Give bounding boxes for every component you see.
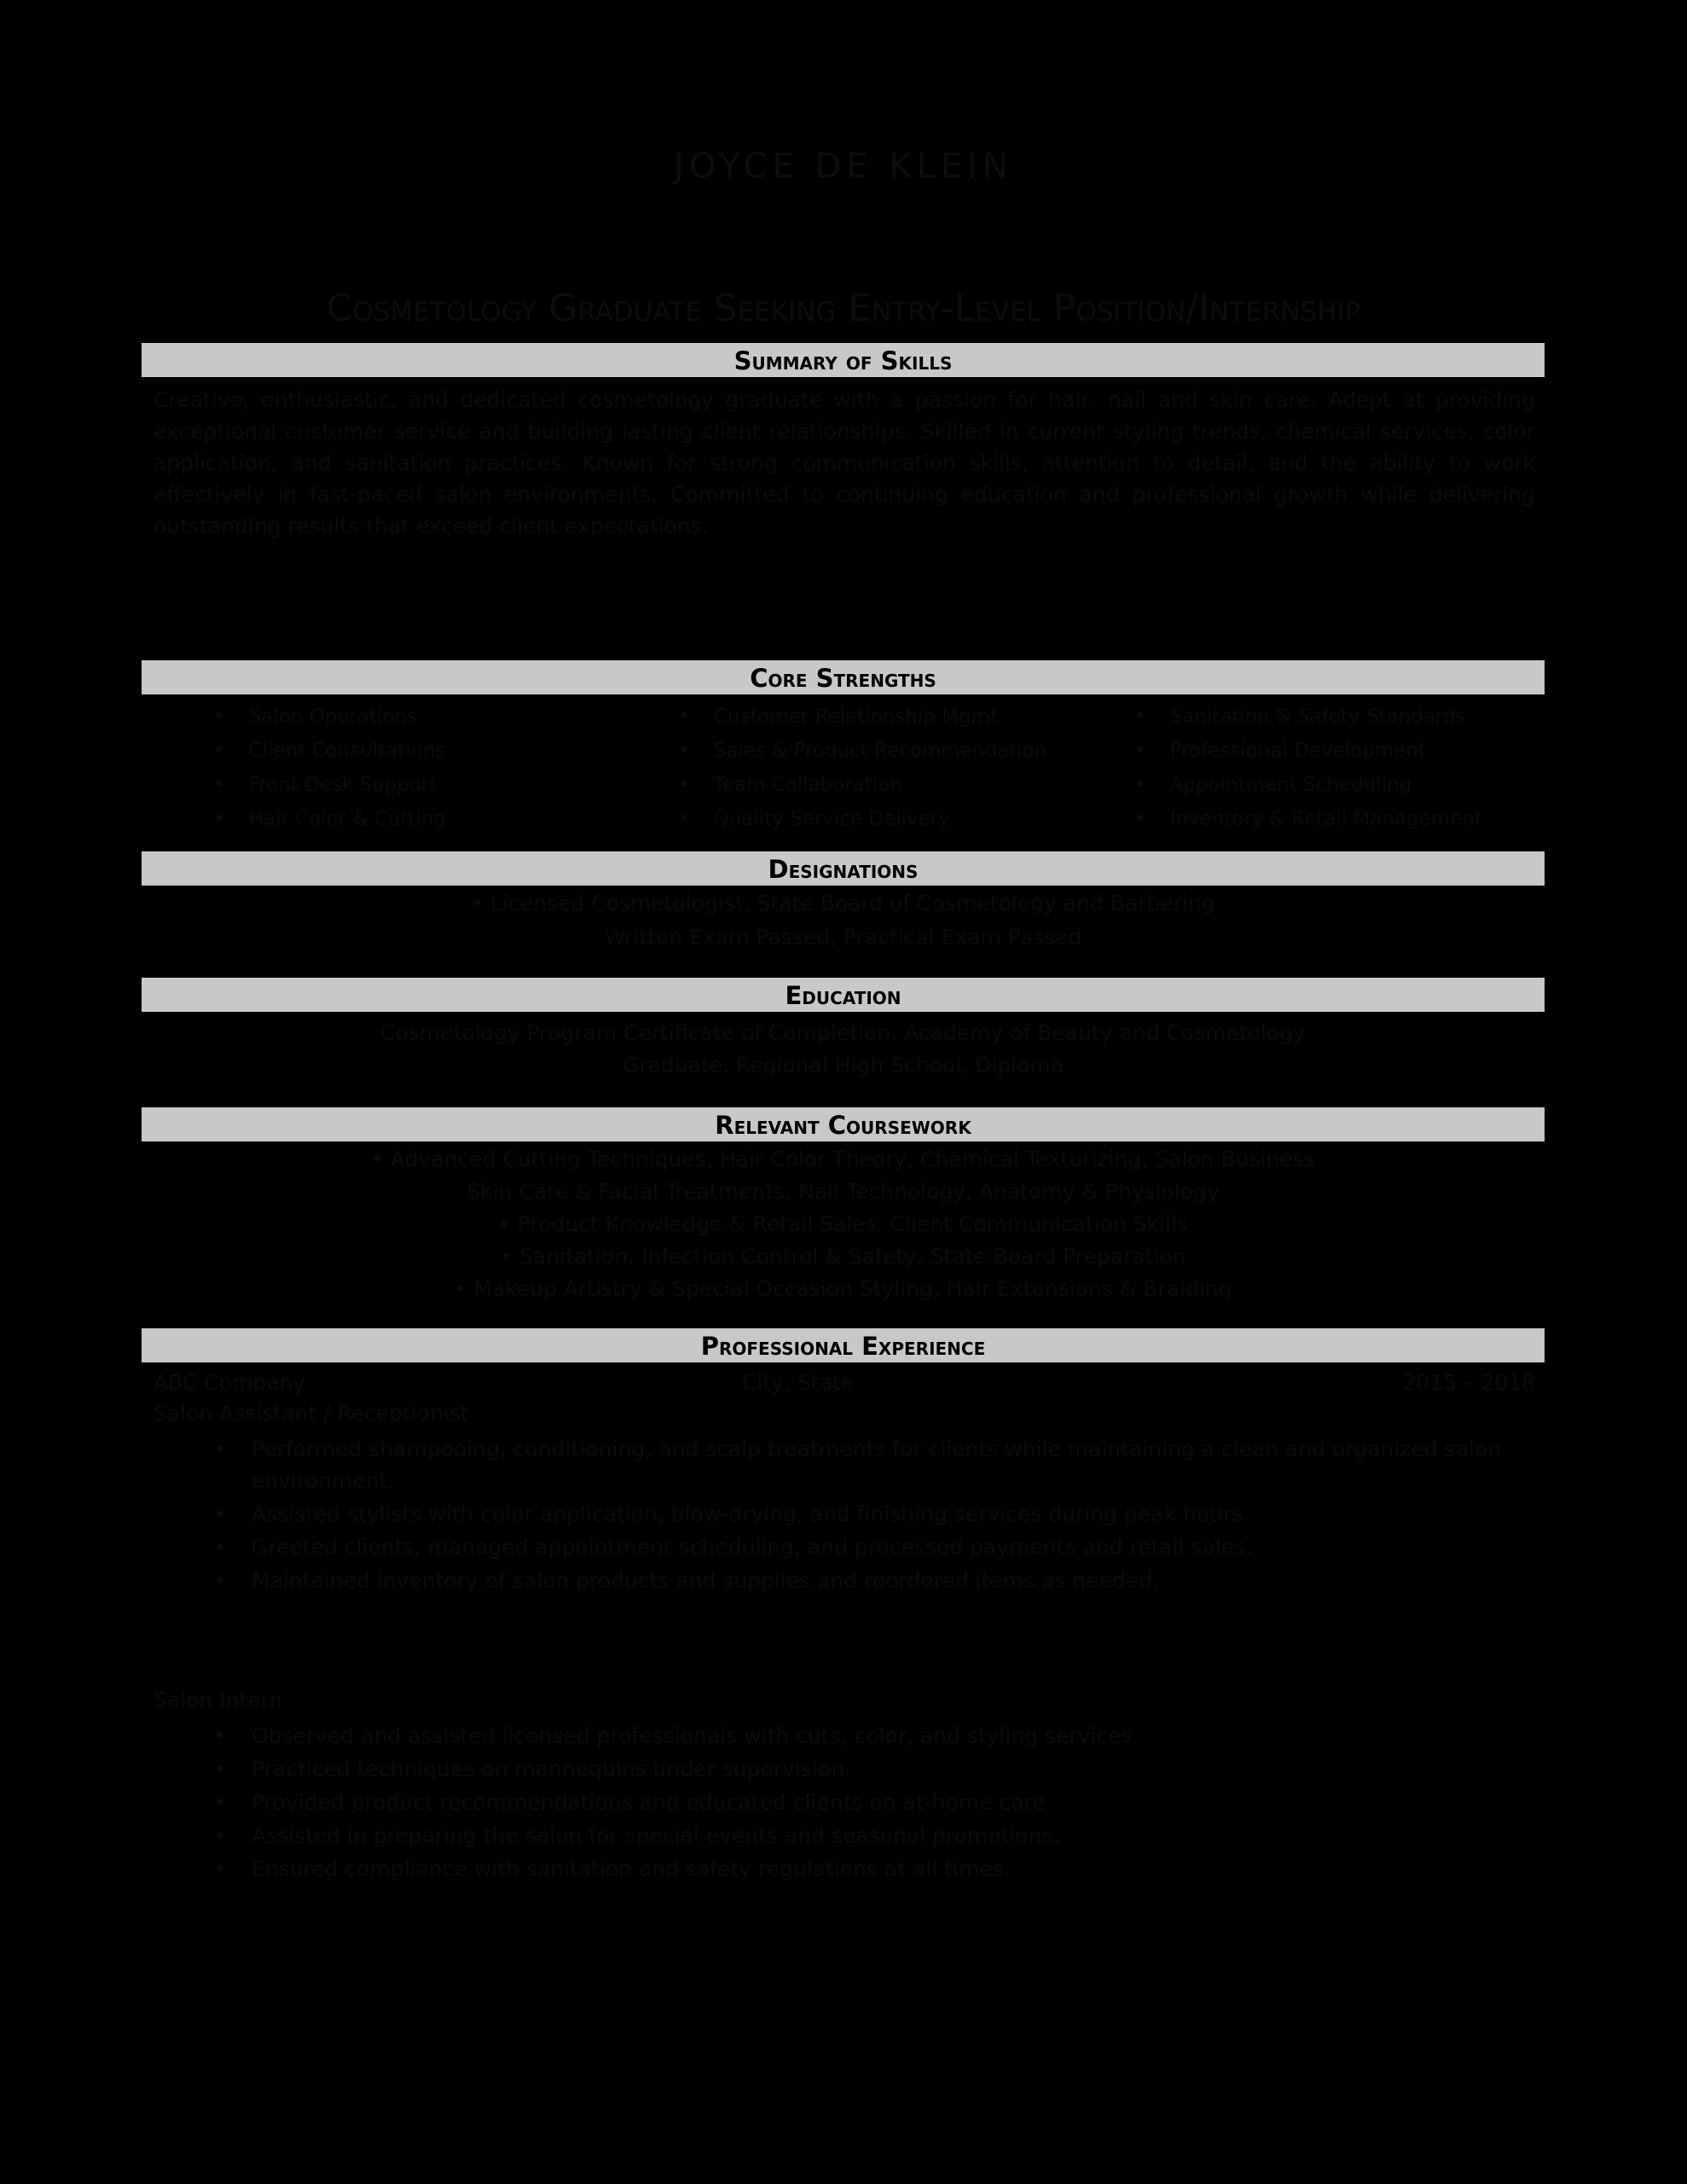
education-line: Cosmetology Program Certificate of Completion, Academy of Beauty and Cosmetology (380, 1020, 1306, 1045)
coursework-line: • Makeup Artistry & Special Occasion Styling, Hair Extensions & Braiding (454, 1276, 1232, 1301)
core-strengths-column-3 (1134, 700, 1544, 836)
core-strength-item: • Inventory & Retail Management (1134, 802, 1544, 836)
experience-bullet: • Observed and assisted licensed professionals with cuts, color, and styling services. (213, 1720, 1535, 1751)
education-line: Graduate, Regional High School, Diploma (622, 1053, 1064, 1077)
summary-paragraph: Creative, enthusiastic, and dedicated cosmetology graduate with a passion for hair, nail and skin care. Adept at providing exceptional customer service and building lasting client relationships. Skilled in current styling trends, chemical services, color application, and sanitation practices. Known for strong communication skills, attention to detail, and the ability to work effectively in fast-paced salon environments. Committed to continuing education and professional growth while delivering outstanding results that exceed client expectations. (154, 387, 1535, 538)
experience-bullet: • Greeted clients, managed appointment scheduling, and processed payments and retail sales. (213, 1531, 1535, 1563)
coursework-line: • Product Knowledge & Retail Sales, Client Communication Skills (498, 1211, 1188, 1236)
core-strengths-column-1 (213, 700, 640, 836)
coursework-line: • Sanitation, Infection Control & Safety, State Board Preparation (500, 1244, 1186, 1269)
section-header-education: Education (142, 978, 1545, 1012)
core-strength-item: • Team Collaboration (678, 768, 1122, 802)
experience-bullet: • Practiced techniques on mannequins under supervision. (213, 1753, 1535, 1785)
experience-bullets-1 (213, 1433, 1535, 1598)
job-role: Salon Intern (154, 1687, 283, 1712)
experience-bullet: • Provided product recommendations and educated clients on at-home care. (213, 1786, 1535, 1818)
core-strength-item: • Customer Relationship Mgmt (678, 700, 1122, 734)
section-header-designations: Designations (142, 851, 1545, 886)
experience-bullet: • Ensured compliance with sanitation and safety regulations at all times. (213, 1853, 1535, 1885)
experience-bullets-2 (213, 1720, 1535, 1886)
objective-title: Cosmetology Graduate Seeking Entry-Level Position/Internship (326, 287, 1361, 330)
section-header-experience: Professional Experience (142, 1328, 1545, 1362)
core-strength-item: • Professional Development (1134, 734, 1544, 768)
candidate-name: JOYCE DE KLEIN (674, 147, 1013, 186)
experience-bullet: • Maintained inventory of salon products and supplies and reordered items as needed. (213, 1565, 1535, 1596)
section-header-summary: Summary of Skills (142, 343, 1545, 377)
core-strength-item: • Salon Operations (213, 700, 640, 734)
experience-bullet: • Performed shampooing, conditioning, and scalp treatments for clients while maintaining a clean and organized salon environment. (213, 1433, 1535, 1496)
experience-bullet: • Assisted stylists with color application, blow-drying, and finishing services during peak hours. (213, 1498, 1535, 1530)
employer-location: City, State (742, 1370, 855, 1395)
coursework-line: Skin Care & Facial Treatments, Nail Technology, Anatomy & Physiology (467, 1179, 1220, 1204)
core-strength-item: • Appointment Scheduling (1134, 768, 1544, 802)
core-strength-item: • Sales & Product Recommendation (678, 734, 1122, 768)
core-strength-item: • Hair Color & Cutting (213, 802, 640, 836)
core-strength-item: • Client Consultations (213, 734, 640, 768)
section-header-core-strengths: Core Strengths (142, 660, 1545, 694)
employment-dates: 2015 – 2018 (1402, 1370, 1535, 1395)
coursework-line: • Advanced Cutting Techniques, Hair Color Theory, Chemical Texturizing, Salon Business (371, 1147, 1315, 1171)
core-strength-item: • Sanitation & Safety Standards (1134, 700, 1544, 734)
job-role: Salon Assistant / Receptionist (154, 1401, 469, 1426)
experience-bullet: • Assisted in preparing the salon for special events and seasonal promotions. (213, 1820, 1535, 1851)
section-header-coursework: Relevant Coursework (142, 1107, 1545, 1141)
designation-line: Written Exam Passed, Practical Exam Passed (604, 925, 1082, 950)
core-strength-item: • Front Desk Support (213, 768, 640, 802)
core-strengths-column-2 (678, 700, 1122, 836)
core-strength-item: • Quality Service Delivery (678, 802, 1122, 836)
employer-name: ABC Company (154, 1370, 306, 1395)
designation-line: • Licensed Cosmetologist, State Board of Cosmetology and Barbering (471, 891, 1215, 915)
